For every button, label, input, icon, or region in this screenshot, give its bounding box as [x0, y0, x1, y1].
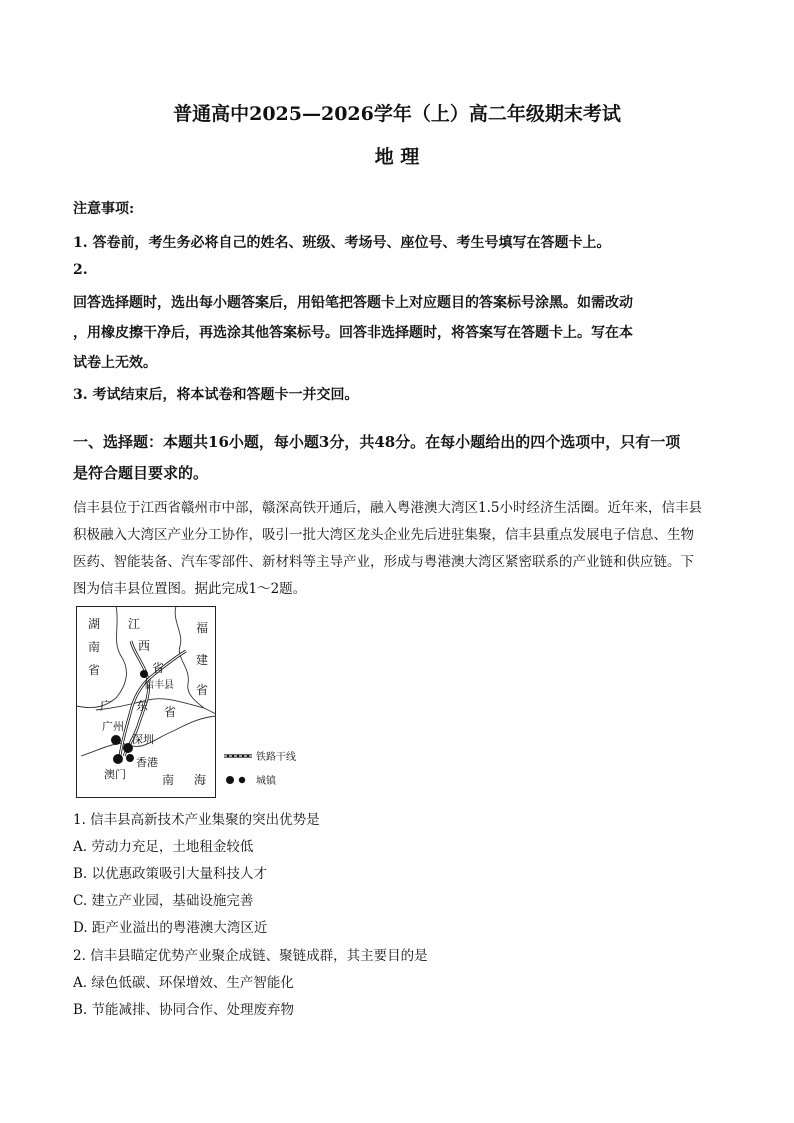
passage-line-3: 医药、智能装备、汽车零部件、新材料等主导产业，形成与粤港澳大湾区紧密联系的产业链和供应链。下 [73, 554, 694, 570]
town-dot-xinfeng [140, 670, 148, 678]
label-jiangxi-3: 省 [152, 661, 165, 675]
label-guangdong-2: 东 [136, 699, 149, 713]
location-map [76, 606, 316, 801]
question-1-option-b: B. 以优惠政策吸引大量科技人才 [73, 866, 268, 882]
label-fujian-3: 省 [196, 683, 209, 697]
subject-title: 地 理 [374, 146, 420, 168]
label-guangzhou: 广州 [102, 720, 124, 733]
section-heading-line-1: 一、选择题：本题共16小题，每小题3分，共48分。在每小题给出的四个选项中，只有一项 [73, 433, 681, 451]
section-heading-line-2: 是符合题目要求的。 [73, 464, 209, 482]
passage-line-4: 图为信丰县位置图。据此完成1～2题。 [73, 581, 307, 597]
question-1-option-d: D. 距产业溢出的粤港澳大湾区近 [73, 920, 268, 936]
notice-item-1: 1. 答卷前，考生务必将自己的姓名、班级、考场号、座位号、考生号填写在答题卡上。 [73, 235, 611, 251]
label-hunan-3: 省 [88, 663, 101, 677]
label-fujian-2: 建 [196, 653, 209, 667]
question-2-option-a: A. 绿色低碳、环保增效、生产智能化 [73, 975, 294, 991]
label-jiangxi-2: 西 [138, 639, 151, 653]
legend-town-label: 城镇 [256, 776, 276, 787]
question-1-option-c: C. 建立产业园，基础设施完善 [73, 893, 254, 909]
question-2-stem: 2. 信丰县瞄定优势产业聚企成链、聚链成群，其主要目的是 [73, 948, 428, 964]
guangdong-border [96, 699, 216, 714]
legend-town-dot-small [239, 777, 245, 783]
notice-item-2-line-2: ，用橡皮擦干净后，再选涂其他答案标号。回答非选择题时，将答案写在答题卡上。写在本 [73, 325, 633, 341]
legend-town-dot-large [226, 776, 234, 784]
label-nanhai-2: 海 [194, 773, 207, 787]
town-dot-macau [113, 754, 123, 764]
passage-line-2: 积极融入大湾区产业分工协作，吸引一批大湾区龙头企业先后进驻集聚，信丰县重点发展电子信息、生物 [73, 527, 694, 543]
label-nanhai-1: 南 [162, 773, 175, 787]
question-1-stem: 1. 信丰县高新技术产业集聚的突出优势是 [73, 812, 320, 828]
hunan-jiangxi-border [76, 606, 126, 708]
legend-railway-label: 铁路干线 [256, 752, 296, 763]
label-xinfeng: 信丰县 [144, 680, 174, 691]
notice-item-2-line-1: 回答选择题时，选出每小题答案后，用铅笔把答题卡上对应题目的答案标号涂黑。如需改动 [73, 295, 633, 311]
label-hongkong: 香港 [136, 756, 158, 769]
label-jiangxi-1: 江 [128, 617, 141, 631]
question-1-option-a: A. 劳动力充足，土地租金较低 [73, 839, 254, 855]
exam-title: 普通高中2025—2026学年（上）高二年级期末考试 [173, 103, 621, 125]
label-hunan-1: 湖 [88, 617, 101, 631]
label-fujian-1: 福 [196, 621, 209, 635]
label-hunan-2: 南 [88, 640, 101, 654]
label-guangdong-1: 广 [100, 699, 113, 713]
label-macau: 澳门 [104, 768, 126, 781]
notice-item-2-number: 2. [73, 262, 88, 278]
label-shenzhen: 深圳 [132, 733, 154, 746]
town-dot-hongkong [126, 754, 134, 762]
notice-item-3: 3. 考试结束后，将本试卷和答题卡一并交回。 [73, 387, 359, 403]
passage-line-1: 信丰县位于江西省赣州市中部，赣深高铁开通后，融入粤港澳大湾区1.5小时经济生活圈。近年来，信丰县 [73, 500, 702, 516]
question-2-option-b: B. 节能减排、协同合作、处理废弃物 [73, 1002, 295, 1018]
notice-item-2-line-3: 试卷上无效。 [73, 355, 157, 371]
town-dot-guangzhou [111, 735, 121, 745]
label-guangdong-3: 省 [164, 705, 177, 719]
notice-heading: 注意事项: [73, 201, 135, 217]
